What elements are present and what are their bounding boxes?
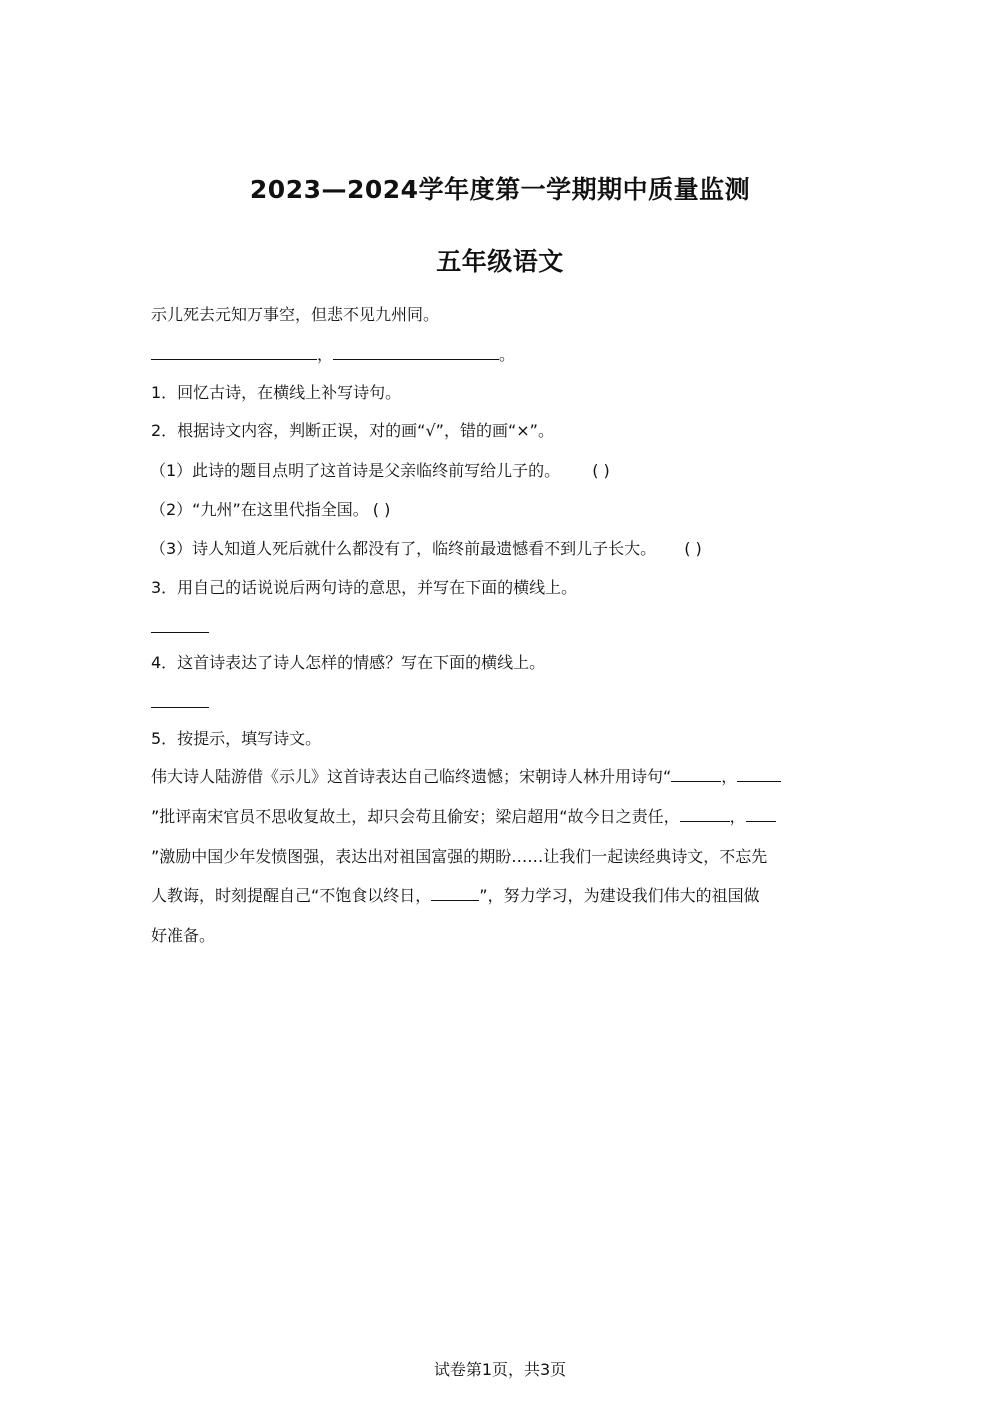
poem-blank-end: 。 <box>499 345 516 364</box>
poem-blank-2[interactable] <box>333 345 499 360</box>
answer-paren[interactable]: ( ) <box>684 539 702 558</box>
passage-blank-1[interactable] <box>671 767 721 782</box>
poem-blank-1[interactable] <box>151 345 317 360</box>
poem-fill-line <box>151 345 515 365</box>
question-2: 2．根据诗文内容，判断正误，对的画“√”，错的画“×”。 <box>151 421 554 440</box>
page-footer: 试卷第1页，共3页 <box>433 1360 567 1379</box>
passage-separator: ， <box>721 767 738 786</box>
question-3-answer-line[interactable] <box>151 632 209 633</box>
exam-subtitle: 五年级语文 <box>436 247 564 276</box>
poem-blank-separator: ， <box>317 345 334 364</box>
passage-line-4 <box>151 886 760 906</box>
answer-paren[interactable]: ( ) <box>592 461 610 480</box>
question-4: 4．这首诗表达了诗人怎样的情感？写在下面的横线上。 <box>151 653 546 672</box>
passage-blank-4[interactable] <box>746 807 776 822</box>
passage-line-3: ”激励中国少年发愤图强，表达出对祖国富强的期盼……让我们一起读经典诗文，不忘先 <box>151 847 768 866</box>
question-2-item-1 <box>150 461 610 481</box>
question-2-item-3 <box>150 539 702 559</box>
question-1: 1．回忆古诗，在横线上补写诗句。 <box>151 383 402 402</box>
passage-blank-3[interactable] <box>680 807 730 822</box>
item-text: （2）“九州”在这里代指全国。 <box>150 500 369 519</box>
passage-text: ”，努力学习，为建设我们伟大的祖国做 <box>479 886 760 905</box>
passage-line-5: 好准备。 <box>151 926 216 945</box>
passage-line-1 <box>151 767 781 787</box>
item-text: （3）诗人知道人死后就什么都没有了，临终前最遗憾看不到儿子长大。 <box>150 539 657 558</box>
passage-blank-2[interactable] <box>737 767 781 782</box>
poem-line: 示儿死去元知万事空，但悲不见九州同。 <box>151 305 440 324</box>
passage-line-2 <box>151 807 776 827</box>
exam-title: 2023—2024学年度第一学期期中质量监测 <box>249 175 751 204</box>
question-2-item-2 <box>150 500 390 520</box>
passage-text: 人教诲，时刻提醒自己“不饱食以终日， <box>151 886 432 905</box>
passage-blank-5[interactable] <box>431 886 479 901</box>
question-5: 5．按提示，填写诗文。 <box>151 729 322 748</box>
item-text: （1）此诗的题目点明了这首诗是父亲临终前写给儿子的。 <box>150 461 561 480</box>
question-3: 3．用自己的话说说后两句诗的意思，并写在下面的横线上。 <box>151 578 578 597</box>
question-4-answer-line[interactable] <box>151 707 209 708</box>
passage-text: 伟大诗人陆游借《示儿》这首诗表达自己临终遗憾；宋朝诗人林升用诗句“ <box>151 767 672 786</box>
answer-paren[interactable]: ( ) <box>372 500 391 519</box>
passage-separator: ， <box>729 807 746 826</box>
passage-text: ”批评南宋官员不思收复故土，却只会苟且偷安；梁启超用“故今日之责任， <box>151 807 680 826</box>
